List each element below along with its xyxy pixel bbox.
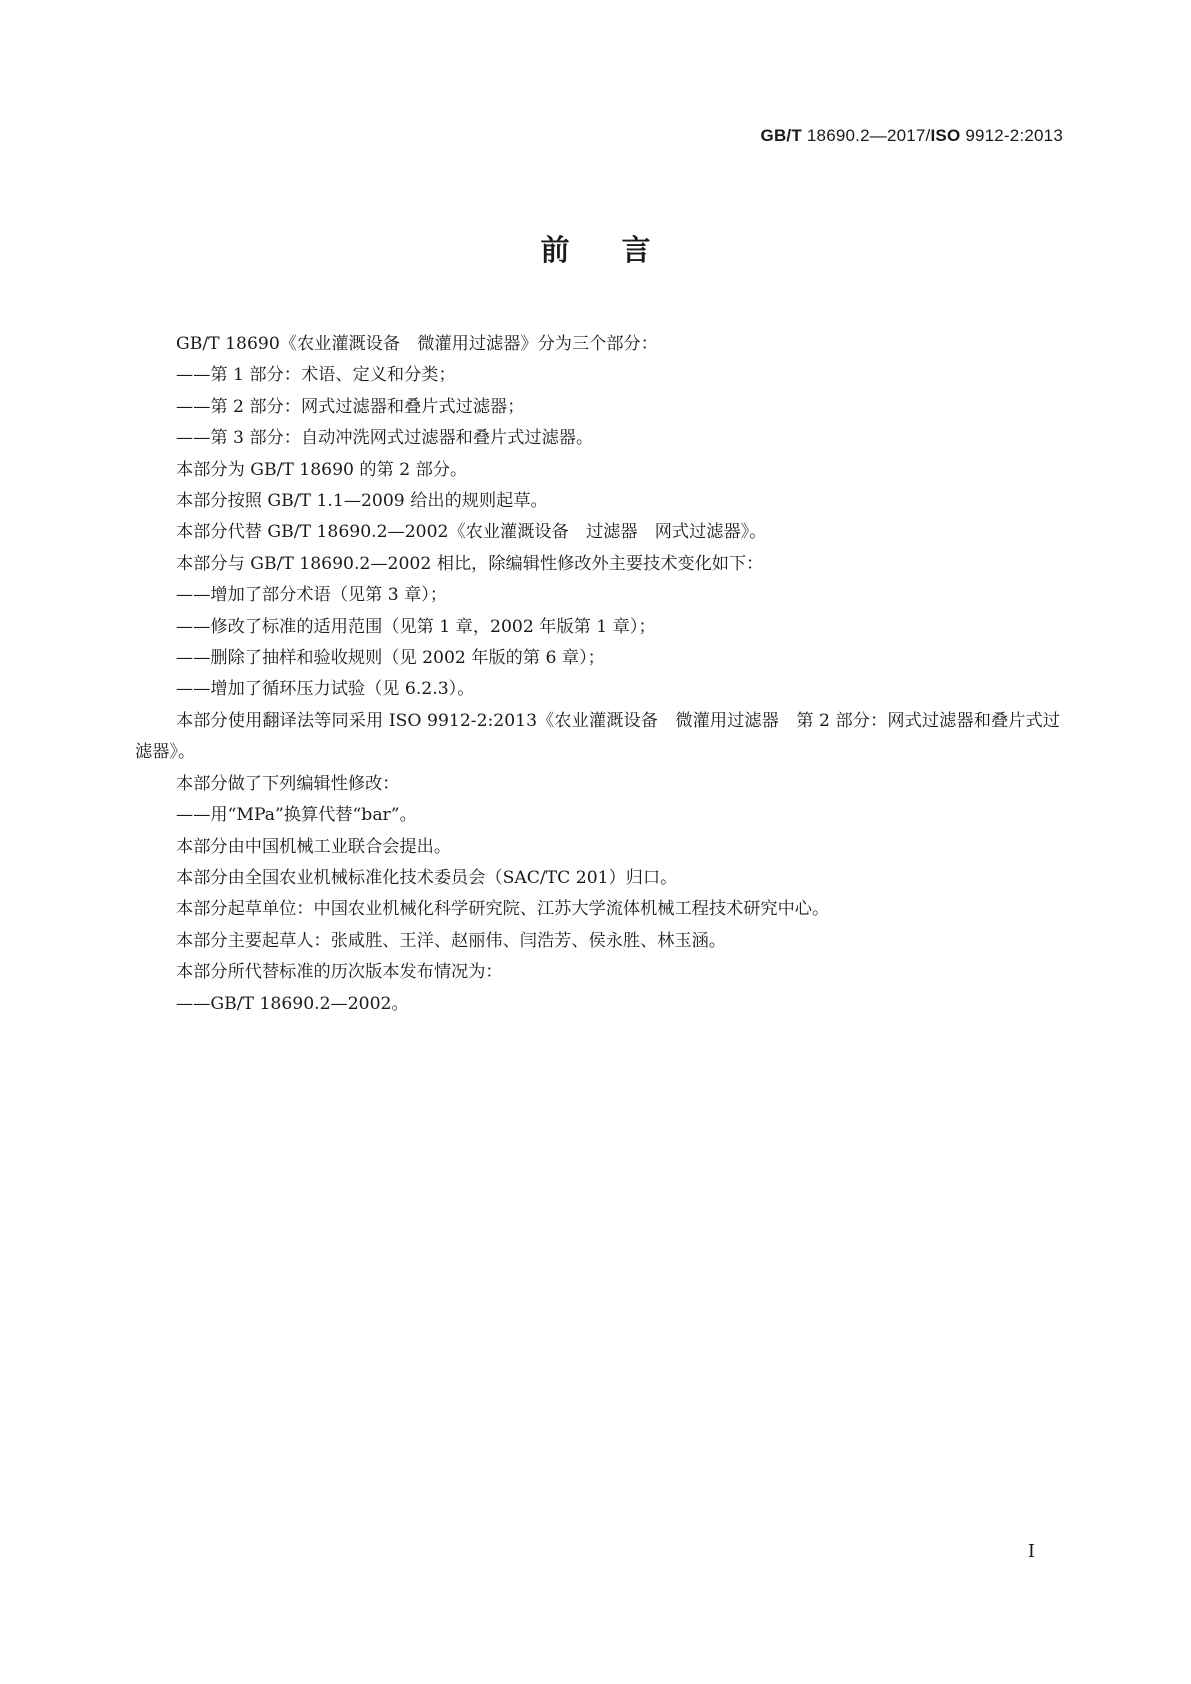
list-item-change-3: ——删除了抽样和验收规则（见 2002 年版的第 6 章）；	[176, 648, 605, 669]
paragraph-translation-method: 本部分使用翻译法等同采用 ISO 9912-2:2013《农业灌溉设备 微灌用过滤器 第 2 部分：网式过滤器和叠片式过滤器》。	[135, 710, 1060, 763]
foreword-body	[135, 329, 1060, 1020]
paragraph-proposed-by: 本部分由中国机械工业联合会提出。	[176, 836, 452, 857]
standard-code-gb: GB/T	[760, 126, 802, 145]
paragraph-drafting-units: 本部分起草单位：中国农业机械化科学研究院、江苏大学流体机械工程技术研究中心。	[176, 899, 830, 920]
list-item-change-1: ——增加了部分术语（见第 3 章）；	[176, 585, 448, 606]
standard-code-gb-number: 18690.2—2017/	[806, 126, 931, 145]
paragraph-drafters: 本部分主要起草人：张咸胜、王洋、赵丽伟、闫浩芳、侯永胜、林玉涵。	[176, 930, 727, 951]
list-item-editorial-1: ——用“MPa”换算代替“bar”。	[176, 805, 417, 826]
standard-code-iso-number: 9912-2:2013	[965, 126, 1063, 145]
list-item-previous-edition: ——GB/T 18690.2—2002。	[176, 993, 409, 1014]
list-item-part-2: ——第 2 部分：网式过滤器和叠片式过滤器；	[176, 396, 525, 417]
paragraph-editorial-intro: 本部分做了下列编辑性修改：	[176, 773, 400, 794]
paragraph-parts-intro: GB/T 18690《农业灌溉设备 微灌用过滤器》分为三个部分：	[176, 334, 658, 354]
standard-code-iso: ISO	[930, 126, 961, 145]
standard-code	[761, 126, 1063, 146]
paragraph-drafting-rules: 本部分按照 GB/T 1.1—2009 给出的规则起草。	[176, 491, 548, 512]
paragraph-replaces: 本部分代替 GB/T 18690.2—2002《农业灌溉设备 过滤器 网式过滤器》。	[176, 522, 767, 543]
list-item-change-2: ——修改了标准的适用范围（见第 1 章，2002 年版第 1 章）；	[176, 616, 656, 637]
paragraph-centralized-by: 本部分由全国农业机械标准化技术委员会（SAC/TC 201）归口。	[176, 867, 678, 888]
paragraph-changes-intro: 本部分与 GB/T 18690.2—2002 相比，除编辑性修改外主要技术变化如下：	[176, 553, 764, 574]
page-title: 前言	[540, 233, 703, 267]
list-item-part-1: ——第 1 部分：术语、定义和分类；	[176, 365, 456, 386]
list-item-change-4: ——增加了循环压力试验（见 6.2.3）。	[176, 679, 475, 700]
list-item-part-3: ——第 3 部分：自动冲洗网式过滤器和叠片式过滤器。	[176, 428, 594, 449]
paragraph-this-part: 本部分为 GB/T 18690 的第 2 部分。	[176, 459, 468, 480]
paragraph-previous-editions: 本部分所代替标准的历次版本发布情况为：	[176, 962, 503, 983]
page-number: I	[1027, 1541, 1035, 1562]
